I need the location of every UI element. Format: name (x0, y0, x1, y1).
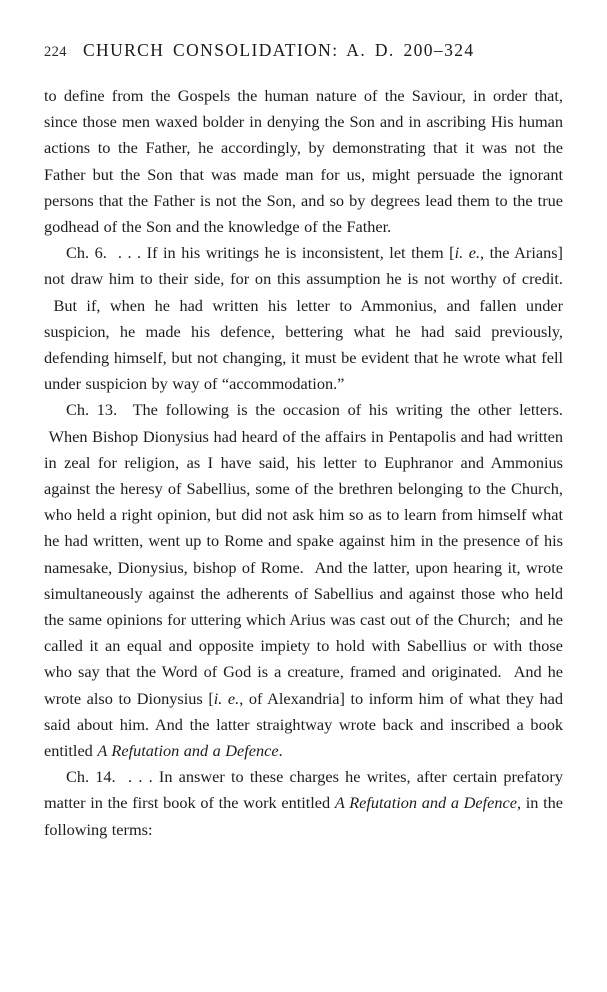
paragraph-3: Ch. 13. The following is the occasion of his writing the other letters. When Bishop Dionysius had heard of the affairs in Pentapolis and had written in zeal for religion, as I have said, his letter to Euphranor and Ammonius against the heresy of Sabellius, some of the brethren belonging to the Church, who held a right opinion, but did not ask him so as to learn from himself what he had written, went up to Rome and spake against him in the presence of his namesake, Dionysius, bishop of Rome. And the latter, upon hearing it, wrote simultaneously against the adherents of Sabellius and against those who held the same opinions for uttering which Arius was cast out of the Church; and he called it an equal and opposite impiety to hold with Sabellius or with those who say that the Word of God is a creature, framed and originated. And he wrote also to Dionysius [i. e., of Alexandria] to inform him of what they had said about him. And the latter straightway wrote back and inscribed a book entitled A Refutation and a Defence. (44, 400, 563, 761)
page-number: 224 (44, 44, 67, 60)
paragraph-2: Ch. 6. . . . If in his writings he is inconsistent, let them [i. e., the Arians] not draw him to their side, for on this assumption he is not worthy of credit. But if, when he had written his letter to Ammonius, and fallen under suspicion, he made his defence, bettering what he had said previously, defending himself, but not changing, it must be evident that he wrote what fell under suspicion by way of “accommodation.” (44, 243, 563, 394)
body-text (44, 83, 563, 843)
running-head-title: CHURCH CONSOLIDATION: A. D. 200–324 (82, 40, 475, 60)
running-head (44, 40, 563, 61)
paragraph-4: Ch. 14. . . . In answer to these charges he writes, after certain prefatory matter in the first book of the work entitled A Refutation and a Defence, in the following terms: (44, 767, 563, 839)
paragraph-1: to define from the Gospels the human nature of the Saviour, in order that, since those men waxed bolder in denying the Son and in ascribing His human actions to the Father, he accordingly, by demonstrating that it was not the Father but the Son that was made man for us, might persuade the ignorant persons that the Father is not the Son, and so by degrees lead them to the true godhead of the Son and the knowledge of the Father. (44, 86, 563, 237)
